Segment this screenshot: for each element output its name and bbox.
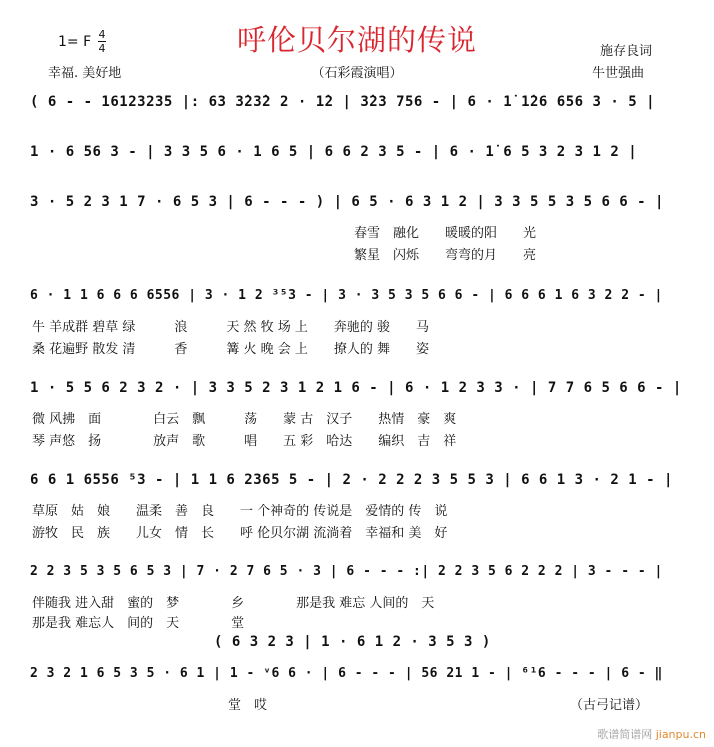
- score-line-1: ( 6 - - 16123235 |: 63 3̇23̇2 2 · 1̇2 | 3̇23 756 - | 6 · 1̇ 1̇26 656 3 · 5 |: [30, 94, 656, 110]
- watermark: 歌谱简谱网 jianpu.cn: [597, 728, 706, 741]
- lyrics-line-5b: 琴 声悠 扬 放声 歌 唱 五 彩 哈达 编织 吉 祥: [32, 434, 457, 449]
- lyrics-line-7b: 那是我 难忘人 间的 天 堂: [32, 616, 245, 631]
- score-line-6: 6 6 1 6556 ⁵3 - | 1 1 6 2365 5 - | 2 · 2 2 2 3 5 5 3 | 6 6 1 3 · 2 1 - |: [30, 472, 673, 488]
- song-title: 呼伦贝尔湖的传说: [236, 23, 477, 57]
- lyrics-line-6a: 草原 姑 娘 温柔 善 良 一 个神奇的 传说是 爱情的 传 说: [32, 504, 448, 519]
- score-line-interlude: ( 6 3 2 3 | 1 · 6 1 2 · 3 5 3 ): [214, 634, 491, 650]
- lyrics-line-3a: 春雪 融化 暖暖的阳 光: [354, 226, 537, 241]
- lyrics-line-4b: 桑 花遍野 散发 清 香 篝 火 晚 会 上 撩人的 舞 姿: [32, 342, 430, 357]
- time-signature: 4 4: [98, 28, 106, 55]
- singer-credit: （石彩霞演唱）: [311, 66, 403, 81]
- score-line-2: 1 · 6 56 3 - | 3 3 5 6 · 1 6 5 | 6 6 2 3 5 - | 6 · 1̇ 6 5 3 2 3 1 2 |: [30, 144, 638, 160]
- lyrics-line-6b: 游牧 民 族 儿女 情 长 呼 伦贝尔湖 流淌着 幸福和 美 好: [32, 526, 448, 541]
- score-line-3: 3 · 5 2 3 1 7 · 6 5 3 | 6 - - - ) | 6 5 · 6 3 1 2 | 3 3 5 5 3 5 6 6 - |: [30, 194, 664, 210]
- score-line-7: 2 2 3 5 3 5 6 5 3 | 7 · 2 7 6 5 · 3 | 6 - - - :| 2 2 3 5 6 2 2 2 | 3 - - - |: [30, 564, 663, 579]
- transcriber-note: （古弓记谱）: [569, 698, 648, 713]
- lyrics-line-4a: 牛 羊成群 碧草 绿 浪 天 然 牧 场 上 奔驰的 骏 马: [32, 320, 430, 335]
- score-line-5: 1 · 5 5 6 2 3 2 · | 3 3 5 2 3 1 2 1 6 - | 6 · 1 2 3 3 · | 7 7 6 5 6 6 - |: [30, 380, 682, 396]
- mood-marking: 幸福. 美好地: [48, 66, 122, 81]
- lyrics-line-8a: 堂 哎: [228, 698, 268, 713]
- composer-credit: 牛世强曲: [592, 66, 645, 81]
- score-line-4: 6 · 1 1 6 6 6 6556 | 3 · 1 2 ³⁵3 - | 3 · 3 5 3 5 6 6 - | 6 6 6 1 6 3 2 2 - |: [30, 288, 663, 303]
- lyricist-credit: 施存良词: [600, 44, 653, 59]
- lyrics-line-7a: 伴随我 进入甜 蜜的 梦 乡 那是我 难忘 人间的 天: [32, 596, 435, 611]
- lyrics-line-5a: 微 风拂 面 白云 飘 荡 蒙 古 汉子 热情 豪 爽: [32, 412, 457, 427]
- lyrics-line-3b: 繁星 闪烁 弯弯的月 亮: [354, 248, 537, 263]
- score-line-8: 2 3 2 1 6 5 3 5 · 6 1 | 1 - ᵛ6 6 · | 6 - - - | 56 21 1 - | ⁶¹6 - - - | 6 - ‖: [30, 666, 663, 681]
- key-signature: 1= F: [58, 34, 92, 50]
